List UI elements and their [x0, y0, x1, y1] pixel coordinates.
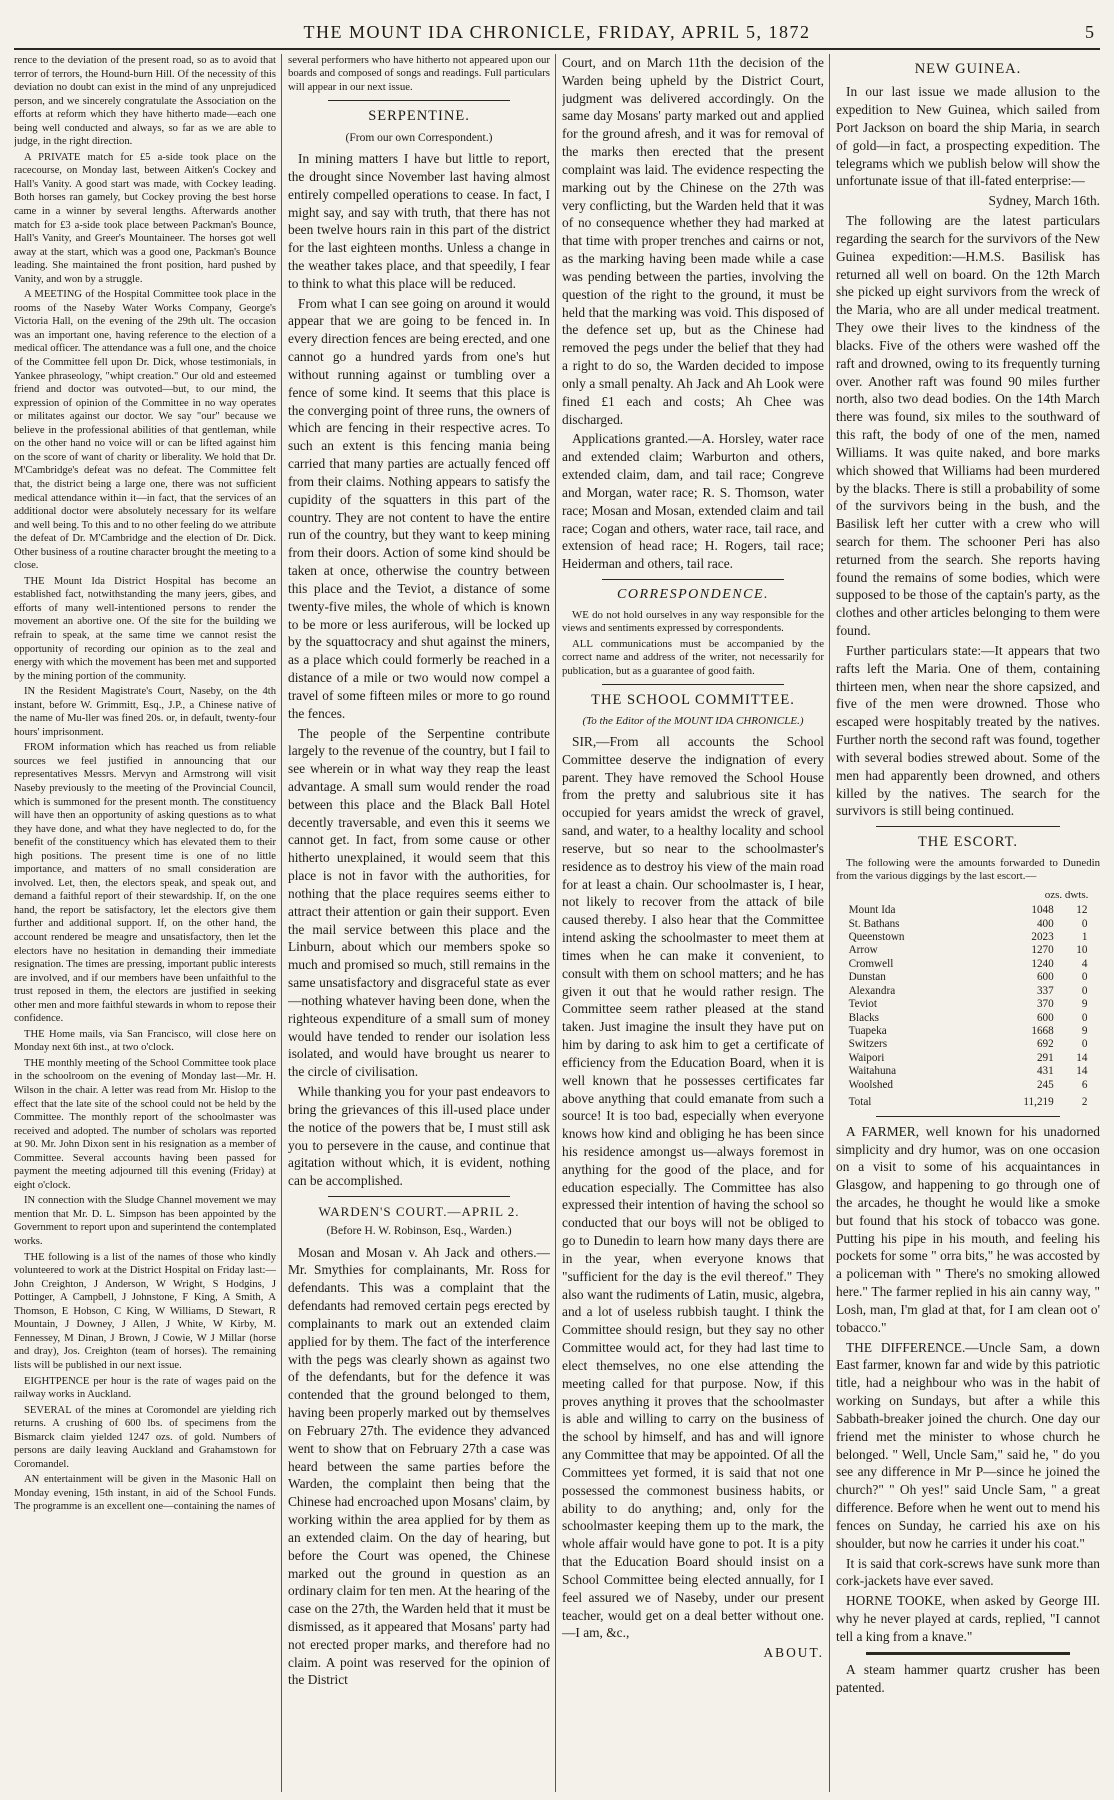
dateline: Sydney, March 16th.	[988, 193, 1100, 209]
table-units-header: ozs. dwts.	[1044, 889, 1089, 902]
table-row	[847, 918, 1090, 931]
table-cell-place: Teviot	[848, 998, 877, 1011]
table-cell-dwt: 4	[1081, 957, 1088, 970]
section-heading-correspondence: CORRESPONDENCE.	[617, 587, 769, 603]
table-cell-dwt: 0	[1081, 1011, 1088, 1024]
table-cell-place: St. Bathans	[848, 917, 900, 930]
column-divider	[281, 54, 282, 1792]
section-rule	[328, 1196, 510, 1197]
newspaper-title: THE MOUNT IDA CHRONICLE, FRIDAY, APRIL 5, 1872	[303, 22, 811, 42]
column-3	[562, 54, 824, 1792]
paragraph: SIR,—From all accounts the School Committee deserve the indignation of every parent. They have removed the School House from the pretty and salubrious site it has occupied for years amidst the wreck of gravel, sand, and water, to a healthy locality and school reserve, but so near to the schoolmaster's residence as to destroy his view of the main road for at least a chain. Our schoolmaster is, I hear, not likely to recover from the attack of bile caused thereby. I also hear that the Committee intend asking the schoolmaster to meet them at times when he can make it convenient, to consult with them on school matters; and he has given it out that he would rather resign. The Committee seem rather pleased at the stand taken. Just imagine the insult they have put on him by daring to ask him to get a certificate of efficiency from the Education Board, when it is well known that he possesses certificates far above anything that could emanate from such a source! It is too bad, especially when everyone knows how kind and obliging he has been since his residence amongst us—always foremost in anything for the good of the place, and for education especially. The Committee has also expressed their intention of having the school so conducted that our boys will not be obliged to go to Dunedin to learn how many days there are in the year, when everyone knows that "sufficient for the day is the evil thereof." They also want the rudiments of Latin, music, algebra, and a lot of useless rubbish taught. I think the Committee should resign, but they say no other Committee would act, for they had last time to elect themselves, no one else attending the meeting called for that purpose. Now, if this proves anything it proves that the schoolmaster is able and willing to carry on the business of the school by himself, and has and will ignore any Committee that may be appointed. Of all the Committees yet formed, it is said that not one possessed the commonest business habits, or ability to do anything; and, only for the schoolmaster keeping them up to the mark, the whole affair would have gone to pot. It is a pity that the Education Board should insist on a School Committee being elected annually, for I feel assured we of Naseby, under our present teacher, would get on a deal better without one.—I am, &c.,	[562, 733, 824, 1641]
section-heading-new-guinea: NEW GUINEA.	[914, 61, 1022, 77]
table-row	[847, 958, 1090, 971]
byline: (Before H. W. Robinson, Esq., Warden.)	[326, 1225, 512, 1238]
table-cell-dwt: 14	[1076, 1065, 1088, 1078]
table-cell-dwt: 9	[1081, 998, 1088, 1011]
table-cell-dwt: 10	[1076, 944, 1088, 957]
column-1	[14, 54, 276, 1792]
paragraph: A FARMER, well known for his unadorned simplicity and dry humor, was on one occasion on a visit to some of his acquaintances in Glasgow, and happening to go through one of the arcades, he thought he would like a smoke but found that his stock of tobacco was gone. Putting his pipe in his mouth, and feeling his pockets for some " orra bits," he was accosted by a policeman with " There's no smoking allowed here." The farmer replied in his ain canny way, " Losh, man, I'm glad at that, for I am clean oot o' tobacco."	[836, 1123, 1100, 1335]
paragraph: IN the Resident Magistrate's Court, Naseby, on the 4th instant, before W. Grimmitt, Esq., J.P., a Chinese native of the name of Mu-ller was fined 20s. or, in default, twenty-four hours' imprisonment.	[14, 686, 276, 738]
paragraph: THE following is a list of the names of those who kindly volunteered to work at the District Hospital on Friday last:—John Creighton, J Anderson, W Wright, S Hodgins, J Pottinger, A Campbell, J Johnstone, F King, A Smith, A Thomson, E Hobson, C King, W Williams, D Stewart, R Mountain, J Downey, J Allen, J White, W Kirby, M. Fennessey, M Dinan, J Brown, J Cowie, W J Millar (horse and dray), Jos. Creighton (team of horses). The remaining lists will be published in our next issue.	[14, 1251, 276, 1371]
paragraph: HORNE TOOKE, when asked by George III. why he never played at cards, replied, "I cannot tell a king from a knave."	[836, 1593, 1100, 1644]
section-rule	[602, 579, 784, 580]
table-row	[847, 1038, 1090, 1051]
table-cell-oz: 431	[1036, 1065, 1054, 1078]
table-total-oz: 11,219	[1023, 1096, 1054, 1109]
paragraph: THE Home mails, via San Francisco, will close here on Monday next 6th inst., at two o'clock.	[14, 1028, 276, 1054]
table-cell-dwt: 9	[1081, 1025, 1088, 1038]
section-heading-serpentine: SERPENTINE.	[368, 108, 470, 125]
table-cell-place: Blacks	[848, 1011, 880, 1024]
paragraph: several performers who have hitherto not appeared upon our boards and composed of songs and readings. Full particulars will appear in our next issue.	[288, 54, 550, 93]
editorial-note: ALL communications must be accompanied by the correct name and address of the writer, not necessarily for publication, but as a guarantee of good faith.	[562, 637, 824, 677]
byline: (From our own Correspondent.)	[345, 131, 493, 144]
table-cell-dwt: 1	[1081, 930, 1088, 943]
table-row	[847, 985, 1090, 998]
section-rule	[602, 684, 784, 685]
paragraph: THE DIFFERENCE.—Uncle Sam, a down East farmer, known far and wide by this patriotic title, had a neighbour who was in the habit of working on Sundays, but after a while this Sabbath-breaker joined the church. One day our friend met the minister to whose church he belonged. " Well, Uncle Sam," said he, " do you see any difference in Mr P—since he joined the church?" " Oh yes!" said Uncle Sam, " a great difference. Before when he went out to mend his fences on Sunday, he carried his axe on his shoulder, but now he carries it under his coat."	[836, 1339, 1100, 1551]
table-row	[847, 944, 1090, 957]
paragraph: SEVERAL of the mines at Coromondel are yielding rich returns. A crushing of 600 lbs. of specimens from the Bismarck claim yielded 1247 ozs. of gold. Numbers of persons are daily leaving Auckland and Grahamstown for Coromandel.	[14, 1404, 276, 1470]
paragraph: A steam hammer quartz crusher has been patented.	[836, 1661, 1100, 1695]
table-cell-place: Switzers	[848, 1038, 888, 1051]
table-row	[847, 1079, 1090, 1092]
table-cell-oz: 245	[1036, 1078, 1054, 1091]
table-cell-place: Queenstown	[848, 930, 905, 943]
table-cell-place: Waitahuna	[848, 1065, 897, 1078]
table-cell-oz: 370	[1036, 998, 1054, 1011]
table-cell-oz: 291	[1036, 1051, 1054, 1064]
section-rule	[876, 826, 1060, 827]
table-cell-dwt: 0	[1081, 917, 1088, 930]
table-cell-oz: 400	[1036, 917, 1054, 930]
paragraph: Further particulars state:—It appears that two rafts left the Maria. One of them, containing thirteen men, when near the shore capsized, and five of the men were drowned. Those who escaped were hospitably treated by the natives. Further north the second raft was found, together with several bodies strewed about. Some of the men had apparently been drowned, and others killed by the natives. The search for the survivors is still being continued.	[836, 642, 1100, 819]
column-4	[836, 54, 1100, 1792]
table-cell-place: Tuapeka	[848, 1025, 887, 1038]
table-row	[847, 998, 1090, 1011]
table-cell-place: Alexandra	[848, 984, 896, 997]
table-total-row	[847, 1092, 1090, 1109]
table-cell-place: Woolshed	[848, 1078, 894, 1091]
table-cell-dwt: 14	[1076, 1051, 1088, 1064]
column-divider	[555, 54, 556, 1792]
page-number: 5	[1085, 22, 1094, 42]
table-total-label: Total	[848, 1096, 872, 1109]
editorial-note: WE do not hold ourselves in any way responsible for the views and sentiments expressed by correspondents.	[562, 608, 824, 635]
table-row	[847, 1052, 1090, 1065]
paragraph: AN entertainment will be given in the Masonic Hall on Monday evening, 15th instant, in aid of the School Funds. The programme is an excellent one—containing the names of	[14, 1474, 276, 1513]
table-cell-dwt: 6	[1081, 1078, 1088, 1091]
paragraph: It is said that cork-screws have sunk more than cork-jackets have ever saved.	[836, 1555, 1100, 1589]
table-cell-oz: 1668	[1031, 1025, 1054, 1038]
paragraph: FROM information which has reached us from reliable sources we feel justified in announcing that our representatives Messrs. Mervyn and Armstrong will visit Naseby previously to the meeting of the Provincial Council, which is summoned for the present month. The constituency will have then an opportunity of asking questions as to what they have done, and what they have neglected to do, for the benefit of the constituency which has elevated them to their high positions. The present time is one of no little importance, and matters of no small consideration are involved. Let, then, the electors speak, and speak out, and demand a faithful report of their stewardship. If, on the one hand, the report be satisfactory, let the electors give them further and additional support. If, on the other hand, the account rendered be meagre and unsatisfactory, then let the electors have no hesitation in demanding their immediate resignation. The times are pressing, important public interests are involved, and if our members have been unfaithful to the trust reposed in them, the electors are justified in seeking other men and more faithful stewards in whom to repose their confidence.	[14, 742, 276, 1025]
section-heading-escort: THE ESCORT.	[917, 834, 1019, 851]
column-divider	[829, 54, 830, 1792]
table-cell-place: Waipori	[848, 1051, 885, 1064]
table-cell-dwt: 0	[1081, 984, 1088, 997]
section-heading-school-committee: THE SCHOOL COMMITTEE.	[591, 692, 795, 709]
paragraph: The following are the latest particulars regarding the search for the survivors of the New Guinea expedition:—H.M.S. Basilisk has returned all well on board. On the 12th March she picked up eight survivors from the wreck of the Maria, who are all under medical treatment. They owe their lives to the kindness of the blacks. Five of the others were washed off the raft and drowned, owing to its frequently turning over. Another raft was found 90 miles further north, also two dead bodies. On the 14th March there was found, six miles to the southward of this raft, the body of one of the men, named Williams. It was quite naked, and bore marks which showed that Williams had been murdered by the blacks. There is still a probability of some of the survivors being in the bush, and the Basilisk left her cutter with a crew who will search for them. The schooner Peri has also returned from the search. She reports having found the remains of some bodies, which were supposed to be those of the captain's party, as the clothes and other articles belonging to them were found.	[836, 213, 1100, 639]
letter-address: (To the Editor of the MOUNT IDA CHRONICLE.)	[582, 715, 804, 728]
table-cell-dwt: 12	[1076, 904, 1088, 917]
table-cell-place: Dunstan	[848, 971, 886, 984]
column-2	[288, 54, 550, 1792]
paragraph: THE monthly meeting of the School Committee took place in the schoolroom on the evening of Monday last—Mr. H. Wilson in the chair. A letter was read from Mr. Hislop to the effect that the late site of the school could not be held by the Committee. The monthly report of the schoolmaster was received and adopted. The number of scholars was reported at 90. Mr. John Dixon sent in his resignation as a member of Committee. Several accounts having been passed for payment the meeting adjourned till this evening (Friday) at eight o'clock.	[14, 1057, 276, 1191]
paragraph: IN connection with the Sludge Channel movement we may mention that Mr. D. L. Simpson has been appointed by the Government to report upon and superintend the contemplated works.	[14, 1195, 276, 1248]
table-total-dwt: 2	[1081, 1096, 1088, 1109]
paragraph: rence to the deviation of the present road, so as to avoid that terror of terrors, the Hound-burn Hill. Of the necessity of this deviation no doubt can exist in the mind of any unprejudiced person, and we sincerely congratulate the Association on the efforts at reform which they have hitherto made—each one being well conducted and always, so far as we are able to judge, in the right direction.	[14, 55, 276, 148]
paragraph: In our last issue we made allusion to the expedition to New Guinea, which sailed from Port Jackson on board the ship Maria, in search of gold—in fact, a prospecting expedition. The telegrams which we publish below will show the unfortunate issue of that ill-fated enterprise:—	[836, 84, 1100, 189]
paragraph: A MEETING of the Hospital Committee took place in the rooms of the Naseby Water Works Company, George's Victoria Hall, on the evening of the 29th ult. The occasion was an important one, having reference to the election of a medical officer. The attendance was a full one, and the choice of the Committee fell upon Dr. Dick, whose testimonials, in Yankee phraseology, "whipt creation." Our old and esteemed friend and doctor was outvoted—but, to our mind, the expression of opinion of the Committee in no way operates or militates against our doctor. We say "our" because we believe in the professional abilities of that gentleman, while on the other hand no voice will or can be lifted against him on the score of want of charity or liberality. We hold that Dr. M'Cambridge's defeat was no defeat. The Committee felt that, the district being a large one, there was not sufficient medical attendance within it—in fact, that the services of an additional doctor were absolutely necessary for its welfare and well being. To this and to no other feeling do we attribute the defeat of Dr. M'Cambridge and the election of Dr. Dick. Other business of a routine character brought the meeting to a close.	[14, 289, 276, 572]
paragraph: Court, and on March 11th the decision of the Warden being upheld by the District Court, judgment was delivered accordingly. On the same day Mosans' party marked out and applied for the ground afresh, and it was for removal of the marks then erected that the present complaint was laid. The evidence respecting the marking out by the Chinese on the 27th was very conflicting, but the Warden held that it was of no consequence whether they had marked at that time with proper trenches and cairns or not, as the marking having been made while a case was pending between the parties, involving the question of the right to the ground, it must be held that the marking was void. This disposed of the defence set up, but as the Chinese had removed the pegs under the belief that they had a right to do so, the Warden decided to impose only a small penalty. Ah Jack and Ah Look were fined £1 each and costs; Ah Chee was discharged.	[562, 55, 824, 427]
table-cell-place: Arrow	[848, 944, 878, 957]
letter-signature: ABOUT.	[763, 1645, 824, 1661]
table-cell-oz: 337	[1036, 984, 1054, 997]
paragraph: From what I can see going on around it would appear that we are going to be fenced in. In every direction fences are being erected, and one cannot go a hundred yards from one's hut without running against or tumbling over a fence of some kind. It seems that this place is the converging point of three runs, the owners of which are fencing in their respective acres. To such an extent is this fencing mania being carried that many parties are actually fenced off from their claims. Nothing appears to satisfy the cupidity of the squatters in this part of the country. They are not content to have the entire run of the country, but they want to keep mining from their doors. Action of some kind should be taken at once, otherwise the country between this place and the Teviot, a distance of some twenty-five miles, the whole of which is known to be more or less auriferous, will be locked up by the squattocracy and shut against the miners, as a place which could formerly be reached in a distance of a mile or two would now compel a travel of some fifteen miles or more to go round the fences.	[288, 295, 550, 721]
section-rule	[866, 1652, 1070, 1655]
table-cell-dwt: 0	[1081, 971, 1088, 984]
table-cell-place: Mount Ida	[848, 904, 896, 917]
paragraph: In mining matters I have but little to report, the drought since November last having almost entirely compelled operations to cease. In fact, I might say, and say with truth, that there has not been twelve hours rain in this part of the district for the last eighteen months. Unless a change in the weather takes place, and that speedily, I fear to think to what this place will be reduced.	[288, 151, 550, 291]
table-row	[847, 1065, 1090, 1078]
table-intro: The following were the amounts forwarded to Dunedin from the various diggings by the last escort.—	[836, 856, 1100, 882]
table-cell-place: Cromwell	[848, 957, 894, 970]
paragraph: The people of the Serpentine contribute largely to the revenue of the country, but I fail to see wherein or in what way they reap the least advantage. A small sum would render the road between this place and the Black Ball Hotel decently traversable, and even this it seems we cannot get. In fact, from some cause or other hitherto unexplained, it would seem that this place is not in favor with the authorities, for nothing that the place requires seems either to attract their attention or gain their support. Even the mail service between this place and the Linburn, about which our members spoke so much and promised so much, still remains in the same unsatisfactory and disgraceful state as ever—nothing whatever having been done, when the righteous expenditure of a small sum of money would have tended to render our isolation less isolated, and would have brought us nearer to the circle of civilisation.	[288, 725, 550, 1080]
masthead	[14, 18, 1100, 50]
paragraph: Mosan and Mosan v. Ah Jack and others.—Mr. Smythies for complainants, Mr. Ross for defendants. This was a complaint that the defendants had removed certain pegs erected by complainants to mark out an extended claim applied for by them. The fact of the interference with the pegs was clearly shown as against two of the defendants, but for the defence it was contended that the ground belonged to them, having been properly marked out by themselves on February 27th. The evidence they advanced went to show that on February 27th a case was heard between the same parties before the Warden, the complaint then being that the Chinese had encroached upon Mosans' claim, by working within the area applied for by them as an extended claim. On the day of hearing, but before the Court was opened, the Chinese marked out the ground in question as an ordinary claim for ten men. At the hearing of the case on the 27th, the Warden held that it must be dismissed, as it appeared that Mosans' party had not erected proper marks, and therefore had no claim. A point was reserved for the opinion of the District	[288, 1244, 550, 1688]
table-cell-oz: 1240	[1031, 957, 1054, 970]
table-row	[847, 904, 1090, 917]
table-cell-oz: 692	[1036, 1038, 1054, 1051]
table-cell-dwt: 0	[1081, 1038, 1088, 1051]
section-rule	[876, 1116, 1060, 1117]
table-row	[847, 971, 1090, 984]
table-cell-oz: 1048	[1031, 904, 1054, 917]
table-cell-oz: 600	[1036, 1011, 1054, 1024]
paragraph: Applications granted.—A. Horsley, water race and extended claim; Warburton and others, extended claim, dam, and tail race; Congreve and Morgan, water race; R. S. Thomson, water race; Mosan and Mosan, extended claim and tail race; Cogan and others, water race, tail race, and extension of head race; H. Rogers, tail race; Heiderman and others, tail race.	[562, 431, 824, 572]
table-row	[847, 1025, 1090, 1038]
paragraph: EIGHTPENCE per hour is the rate of wages paid on the railway works in Auckland.	[14, 1375, 276, 1401]
table-cell-oz: 2023	[1031, 930, 1054, 943]
table-row	[847, 931, 1090, 944]
section-rule	[328, 100, 510, 101]
table-cell-oz: 600	[1036, 971, 1054, 984]
paragraph: THE Mount Ida District Hospital has become an established fact, notwithstanding the many jeers, gibes, and efforts of many well-intentioned persons to render the movement an abortive one. Of the site for the building we refrain to speak, at the same time we cannot resist the opportunity of recording our opinion as to the zeal and energy with which the movement has been met and supported by the mining portion of the community.	[14, 575, 276, 682]
paragraph: A PRIVATE match for £5 a-side took place on the racecourse, on Monday last, between Aitken's Cockey and Hall's Vanity. A good start was made, with Cockey leading. Both horses ran gamely, but Cockey proving the best horse came in a winner by several lengths. Afterwards another match for £3 a-side took place between Packman's Bounce, Hall's Vanity, and Greer's Mountaineer. The horses got well away at the start, which was a good one, Packman's Bounce leading. She maintained the front position, hard pushed by Vanity, and won by a struggle.	[14, 151, 276, 285]
table-row	[847, 1012, 1090, 1025]
escort-table	[847, 887, 1090, 1109]
paragraph: While thanking you for your past endeavors to bring the grievances of this ill-used place under the notice of the powers that be, I must still ask you to persevere in the cause, and continue that agitation without which, it is evident, nothing can be accomplished.	[288, 1084, 550, 1189]
section-heading-wardens-court: WARDEN'S COURT.—APRIL 2.	[318, 1204, 520, 1220]
table-cell-oz: 1270	[1031, 944, 1054, 957]
